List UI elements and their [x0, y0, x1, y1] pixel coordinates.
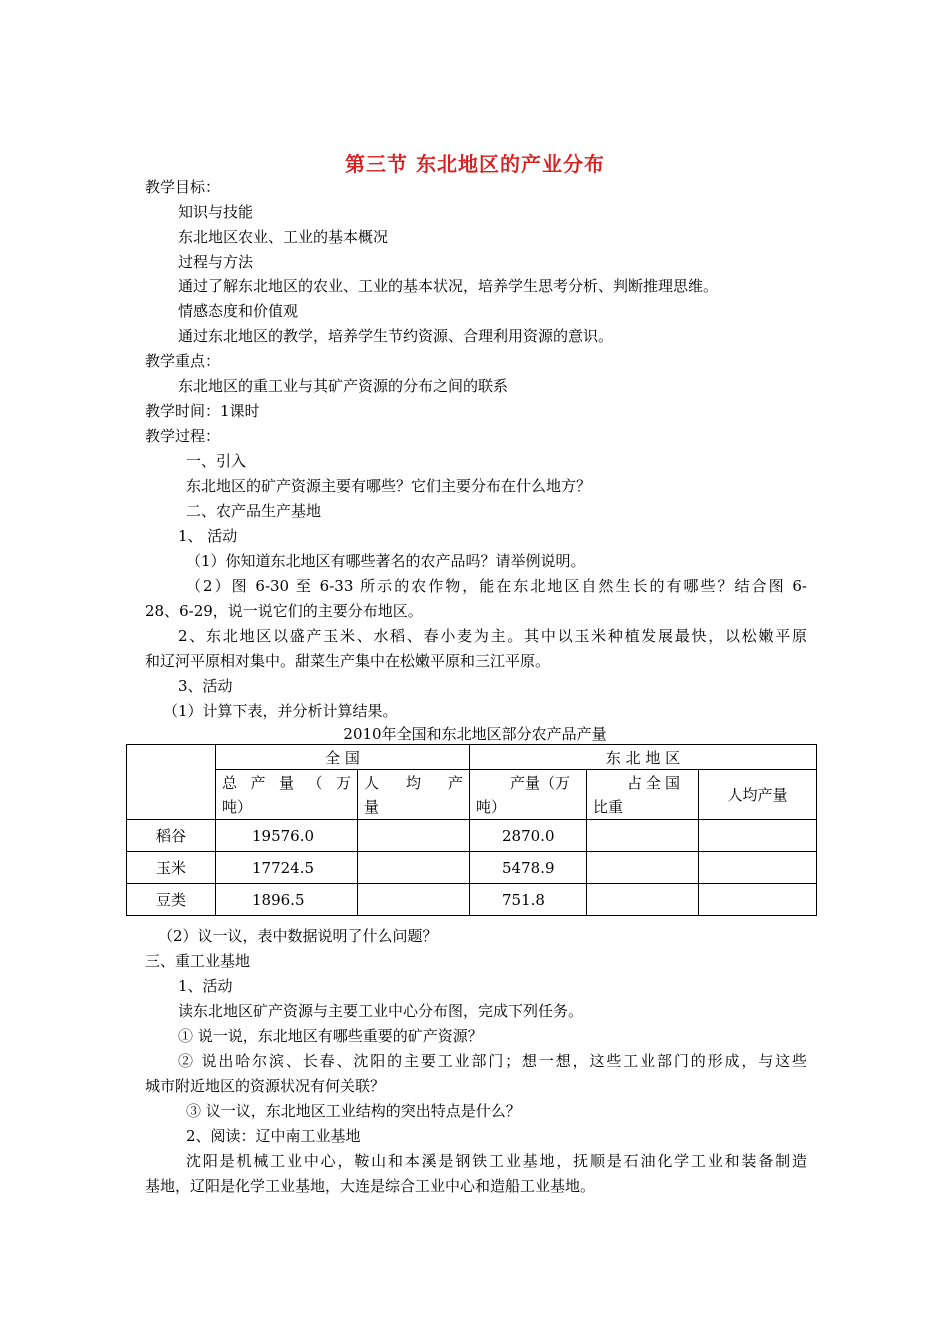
text-line: （2）图 6-30 至 6-33 所示的农作物，能在东北地区自然生长的有哪些？结合图 6- — [186, 577, 807, 595]
text-line: 2、阅读：辽中南工业基地 — [186, 1127, 361, 1145]
header-national: 全 国 — [216, 745, 470, 770]
table-caption: 2010年全国和东北地区部分农产品产量 — [343, 725, 607, 743]
table-header-row — [127, 745, 817, 770]
row-label: 豆类 — [127, 884, 216, 916]
table-subheader-row — [127, 770, 817, 820]
northeast-output: 2870.0 — [470, 820, 587, 852]
text-line: 3、活动 — [178, 677, 233, 695]
text-line: 通过了解东北地区的农业、工业的基本状况，培养学生思考分析、判断推理思维。 — [178, 277, 719, 295]
text-line: 沈阳是机械工业中心，鞍山和本溪是钢铁工业基地，抚顺是石油化学工业和装备制造 — [186, 1152, 807, 1170]
text-line: ① 说一说，东北地区有哪些重要的矿产资源？ — [178, 1027, 483, 1045]
text-line: 城市附近地区的资源状况有何关联？ — [145, 1077, 386, 1095]
national-per-capita — [358, 820, 470, 852]
text-line: 通过东北地区的教学，培养学生节约资源、合理利用资源的意识。 — [178, 327, 614, 345]
section-heading: 三、重工业基地 — [145, 952, 251, 970]
header-output: 产量（万 吨） — [470, 770, 587, 820]
header-share: 占全国 比重 — [587, 770, 699, 820]
text-line: 一、引入 — [186, 452, 247, 470]
text-line: 1、活动 — [178, 977, 233, 995]
northeast-per-capita — [699, 852, 817, 884]
text-line: 东北地区农业、工业的基本概况 — [178, 228, 389, 246]
northeast-share — [587, 820, 699, 852]
text-line: 28、6-29，说一说它们的主要分布地区。 — [145, 602, 423, 620]
northeast-output: 5478.9 — [470, 852, 587, 884]
text-line: （2）议一议，表中数据说明了什么问题？ — [158, 927, 438, 945]
text-line: 东北地区的重工业与其矿产资源的分布之间的联系 — [178, 377, 509, 395]
text-line: ② 说出哈尔滨、长春、沈阳的主要工业部门；想一想，这些工业部门的形成，与这些 — [178, 1052, 807, 1070]
production-table — [126, 744, 817, 916]
text-line: （1）计算下表，并分析计算结果。 — [163, 702, 398, 720]
text-line: 二、农产品生产基地 — [186, 502, 322, 520]
header-northeast: 东 北 地 区 — [470, 745, 817, 770]
section-heading: 教学过程： — [145, 427, 221, 445]
table-row — [127, 884, 817, 916]
national-per-capita — [358, 884, 470, 916]
northeast-per-capita — [699, 884, 817, 916]
northeast-per-capita — [699, 820, 817, 852]
northeast-output: 751.8 — [470, 884, 587, 916]
text-line: 读东北地区矿产资源与主要工业中心分布图，完成下列任务。 — [178, 1002, 584, 1020]
national-output: 1896.5 — [216, 884, 358, 916]
page-title: 第三节 东北地区的产业分布 — [345, 152, 605, 176]
national-per-capita — [358, 852, 470, 884]
text-line: 过程与方法 — [178, 253, 254, 271]
section-heading: 教学重点： — [145, 352, 221, 370]
table-corner-cell — [127, 745, 216, 820]
national-output: 17724.5 — [216, 852, 358, 884]
northeast-share — [587, 852, 699, 884]
text-line: 东北地区的矿产资源主要有哪些？它们主要分布在什么地方？ — [186, 477, 592, 495]
text-line: 和辽河平原相对集中。甜菜生产集中在松嫩平原和三江平原。 — [145, 652, 551, 670]
table-row — [127, 852, 817, 884]
text-line: 知识与技能 — [178, 203, 254, 221]
text-line: 基地，辽阳是化学工业基地，大连是综合工业中心和造船工业基地。 — [145, 1177, 596, 1195]
section-heading: 教学目标： — [145, 178, 221, 196]
row-label: 玉米 — [127, 852, 216, 884]
text-line: 情感态度和价值观 — [178, 302, 299, 320]
northeast-share — [587, 884, 699, 916]
national-output: 19576.0 — [216, 820, 358, 852]
text-line: ③ 议一议，东北地区工业结构的突出特点是什么？ — [186, 1102, 521, 1120]
table-row — [127, 820, 817, 852]
text-line: （1）你知道东北地区有哪些著名的农产品吗？请举例说明。 — [186, 552, 586, 570]
header-per-capita: 人均产 量 — [358, 770, 470, 820]
text-line: 1、 活动 — [178, 527, 238, 545]
header-total-output: 总产量（万 吨） — [216, 770, 358, 820]
section-heading: 教学时间：1课时 — [145, 402, 260, 420]
header-per-capita-ne: 人均产量 — [699, 770, 817, 820]
text-line: 2、东北地区以盛产玉米、水稻、春小麦为主。其中以玉米种植发展最快，以松嫩平原 — [178, 627, 807, 645]
row-label: 稻谷 — [127, 820, 216, 852]
